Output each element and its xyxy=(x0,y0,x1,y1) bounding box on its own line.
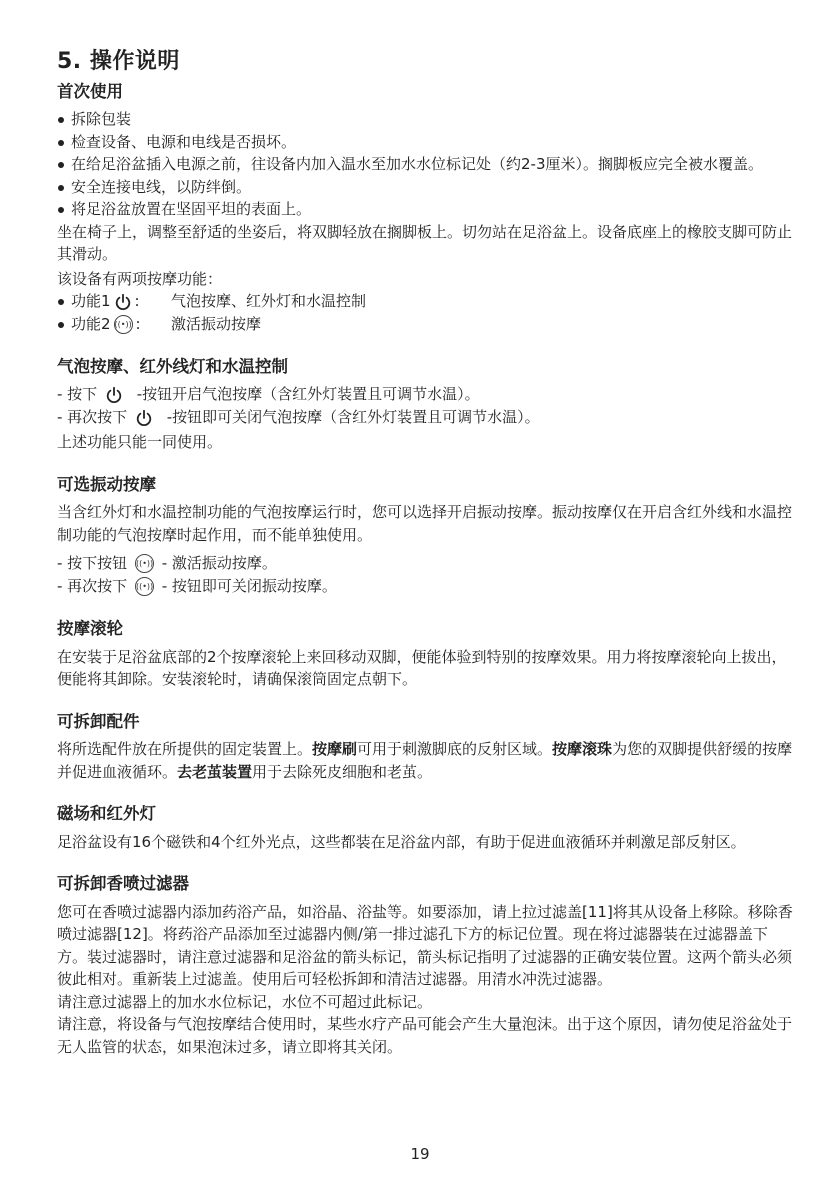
function-2-colon: : xyxy=(135,315,141,334)
filter-paragraph-3: 请注意，将设备与气泡按摩结合使用时，某些水疗产品可能会产生大量泡沫。出于这个原因，请勿使足浴盆处于无人监管的状态，如果泡沫过多，请立即将其关闭。 xyxy=(57,1015,793,1056)
rollers-section xyxy=(57,618,797,690)
vibration-icon: ((•)) xyxy=(135,554,154,573)
filter-paragraph-2: 请注意过滤器上的加水水位标记，水位不可超过此标记。 xyxy=(57,992,433,1011)
rollers-paragraph: 在安装于足浴盆底部的2个按摩滚轮上来回移动双脚，便能体验到特别的按摩效果。用力将按摩滚轮向上拔出，便能将其卸除。安装滚轮时，请确保滚筒固定点朝下。 xyxy=(57,647,787,689)
filter-section xyxy=(57,873,797,1058)
vibration-on-line xyxy=(57,552,797,575)
first-use-heading: 首次使用 xyxy=(57,81,123,101)
vibration-section xyxy=(57,474,797,598)
vibration-off-prefix: - 再次按下 xyxy=(57,577,128,596)
function-1-description: 气泡按摩、红外灯和水温控制 xyxy=(171,292,367,311)
callus-remover-term: 去老茧装置 xyxy=(177,762,253,781)
first-use-paragraph: 坐在椅子上，调整至舒适的坐姿后，将双脚轻放在搁脚板上。切勿站在足浴盆上。设备底座上的橡胶支脚可防止其滑动。 xyxy=(57,222,793,264)
bubble-on-text: -按钮开启气泡按摩（含红外灯装置且可调节水温）。 xyxy=(136,385,480,404)
magnet-heading: 磁场和红外灯 xyxy=(57,804,156,824)
list-item: 将足浴盆放置在坚固平坦的表面上。 xyxy=(57,198,797,221)
bubble-off-text: -按钮即可关闭气泡按摩（含红外灯装置且可调节水温）。 xyxy=(166,408,540,427)
power-icon xyxy=(105,386,123,404)
massage-brush-term: 按摩刷 xyxy=(312,740,358,759)
list-item: 安全连接电线，以防绊倒。 xyxy=(57,176,797,199)
power-icon xyxy=(135,409,153,427)
attachments-paragraph xyxy=(57,738,797,783)
functions-list xyxy=(57,290,797,336)
rollers-heading: 按摩滚轮 xyxy=(57,619,123,639)
list-item: 拆除包装 xyxy=(57,108,797,131)
bubble-off-prefix: - 再次按下 xyxy=(57,408,128,427)
vibration-icon: ((•)) xyxy=(114,315,133,334)
first-use-section xyxy=(57,81,797,336)
function-1-colon: : xyxy=(134,292,140,311)
bubble-heading: 气泡按摩、红外线灯和水温控制 xyxy=(57,357,288,377)
bubble-off-line xyxy=(57,406,797,429)
magnet-paragraph: 足浴盆设有16个磁铁和4个红外光点，这些都装在足浴盆内部，有助于促进血液循环并刺激足部反射区。 xyxy=(57,832,746,851)
bubble-section xyxy=(57,356,797,454)
manual-page xyxy=(57,48,797,1058)
list-item: 在给足浴盆插入电源之前，往设备内加入温水至加水水位标记处（约2-3厘米）。搁脚板应完全被水覆盖。 xyxy=(57,153,797,176)
page-number: 19 xyxy=(410,1145,430,1163)
attachments-text-1: 将所选配件放在所提供的固定装置上。 xyxy=(57,740,313,759)
vibration-icon: ((•)) xyxy=(135,577,154,596)
attachments-heading: 可拆卸配件 xyxy=(57,711,140,731)
massage-ball-term: 按摩滚珠 xyxy=(552,740,613,759)
bubble-note: 上述功能只能一同使用。 xyxy=(57,433,223,452)
attachments-section xyxy=(57,711,797,783)
list-item: 检查设备、电源和电线是否损坏。 xyxy=(57,131,797,154)
vibration-off-line xyxy=(57,575,797,598)
vibration-heading: 可选振动按摩 xyxy=(57,474,156,494)
first-use-list xyxy=(57,108,797,221)
filter-paragraph-1: 您可在香喷过滤器内添加药浴产品，如浴晶、浴盐等。如要添加，请上拉过滤盖[11]将其从设备上移除。移除香喷过滤器[12]。将药浴产品添加至过滤器内侧/第一排过滤孔下方的标记位置。现在将过滤器装在过滤器盖下方。装过滤器时，请注意过滤器和足浴盆的箭头标记，箭头标记指明了过滤器的正确安装位置。这两个箭头必须彼此相对。重新装上过滤盖。使用后可轻松拆卸和清洁过滤器。用清水冲洗过滤器。 xyxy=(57,902,793,989)
attachments-text-4: 用于去除死皮细胞和老茧。 xyxy=(252,762,433,781)
function-1-label: 功能1 xyxy=(71,292,111,311)
filter-heading: 可拆卸香喷过滤器 xyxy=(57,874,189,894)
function-2-label: 功能2 xyxy=(71,315,111,334)
attachments-text-2: 可用于刺激脚底的反射区域。 xyxy=(357,740,553,759)
magnet-section xyxy=(57,803,797,853)
functions-intro: 该设备有两项按摩功能： xyxy=(57,269,223,288)
function-1-item xyxy=(57,290,797,313)
bubble-on-line xyxy=(57,383,797,406)
vibration-on-prefix: - 按下按钮 xyxy=(57,554,128,573)
vibration-paragraph: 当含红外灯和水温控制功能的气泡按摩运行时，您可以选择开启振动按摩。振动按摩仅在开启含红外线和水温控制功能的气泡按摩时起作用，而不能单独使用。 xyxy=(57,503,793,544)
attachments-text-3: 为您的双脚提供舒缓的按摩并促进血液循环。 xyxy=(57,740,793,781)
function-2-description: 激活振动按摩 xyxy=(171,315,262,334)
vibration-off-text: - 按钮即可关闭振动按摩。 xyxy=(161,577,337,596)
vibration-on-text: - 激活振动按摩。 xyxy=(161,554,277,573)
function-2-item xyxy=(57,313,797,336)
page-title: 5. 操作说明 xyxy=(57,49,180,74)
bubble-on-prefix: - 按下 xyxy=(57,385,98,404)
power-icon xyxy=(114,293,132,311)
